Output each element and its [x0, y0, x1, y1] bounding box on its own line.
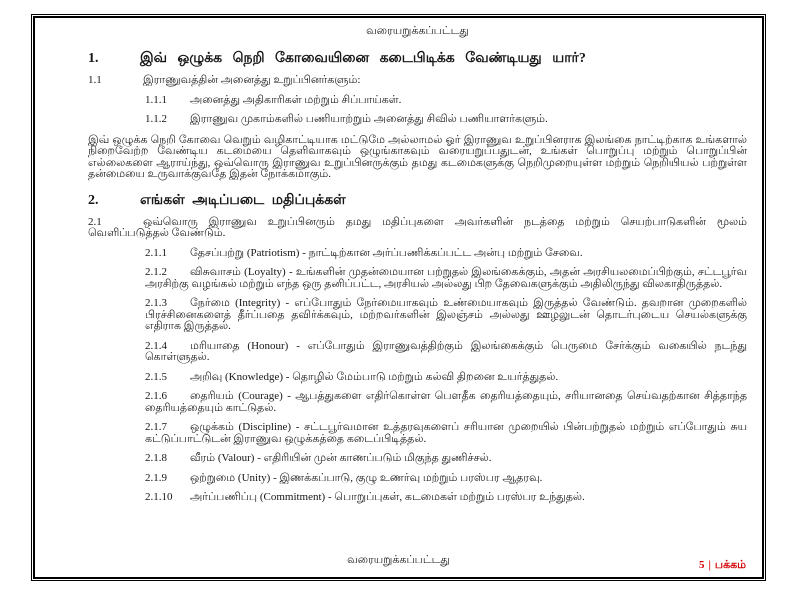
value-separator: -: [327, 491, 332, 503]
value-description: எப்போதும் நேர்மையாகவும் உண்மையாகவும் இருத்தல் வேண்டும். தவறான முறைகளில் பிரச்சினைகளைத் தீர்ப்பதை தவிர்க்கவும், மற்றவர்களின் இலஞ்சம் அல்லது ஊழலுடன் தொடர்புடைய செயல்களுக்கு எதிராக இருத்தல்.: [145, 297, 747, 332]
value-term: ஒற்றுமை: [190, 471, 236, 484]
value-term: அர்ப்பணிப்பு: [190, 491, 258, 503]
value-term: வீரம்: [190, 452, 216, 464]
clause-number: 1.1.1: [145, 93, 167, 106]
value-english: (Knowledge): [224, 370, 284, 383]
clause-number: 2.1: [88, 215, 102, 228]
value-english: (Honour): [247, 339, 289, 352]
value-number: 2.1.4: [145, 339, 167, 352]
value-description: தொழில் மேம்பாடு மற்றும் கல்வி திறனை உயர்த்துதல்.: [292, 370, 559, 383]
value-separator: -: [295, 421, 300, 433]
clause-1-1-1: [145, 95, 747, 107]
value-term: தைரியம்: [190, 390, 234, 402]
footer-classification: வரையறுக்கப்பட்டது: [347, 554, 450, 566]
value-english: (Commitment): [259, 491, 326, 503]
value-description: உங்களின் முதன்மையான பற்றுதல் இலங்கைக்கும், அதன் அரசியலமைப்பிற்கும், சட்டபூர்வ அரசிற்கு வழங்கல் மற்றும் எந்த ஒரு தனிப்பட்ட, அரசியல் அல்லது பிற தேவைகளுக்கும் அதிலிருந்து விலகாதிருத்தல்.: [145, 266, 747, 290]
value-english: (Courage): [238, 390, 283, 402]
value-english: (Valour): [217, 452, 255, 464]
value-english: (Unity): [237, 471, 271, 484]
document-content: [88, 25, 747, 547]
value-english: (Integrity): [235, 297, 281, 309]
value-description: எதிரியின் முன் காணப்படும் மிகுந்த துணிச்சல்.: [263, 452, 492, 464]
page-number: 5: [698, 559, 705, 571]
value-separator: -: [287, 390, 291, 402]
value-number: 2.1.10: [145, 491, 173, 503]
value-separator: -: [296, 339, 300, 352]
value-item-patriotism: [145, 248, 747, 260]
page-border-frame: [31, 14, 766, 581]
value-item-honour: [145, 341, 747, 364]
section-1-title: இவ் ஒழுக்க நெறி கோவையினை கடைபிடிக்க வேண்டியது யார்?: [140, 51, 586, 66]
value-number: 2.1.1: [145, 246, 167, 259]
value-english: (Discipline): [238, 421, 292, 433]
clause-1-1: [88, 75, 747, 87]
value-term: மரியாதை: [190, 339, 240, 352]
value-separator: -: [273, 471, 277, 484]
value-number: 2.1.5: [145, 370, 167, 383]
value-description: நாட்டிற்கான அர்ப்பணிக்கப்பட்ட அன்பு மற்றும் சேவை.: [308, 246, 583, 259]
value-description: இணக்கப்பாடு, குழு உணர்வு மற்றும் பரஸ்பர ஆதரவு.: [279, 471, 543, 484]
clause-number: 1.1: [88, 74, 102, 86]
value-item-loyalty: [145, 267, 747, 290]
value-description: ஆபத்துகளை எதிர்கொள்ள பௌதீக தைரியத்தையும், சரியானதை செய்வதற்கான சித்தாந்த தைரியத்தையும் காட்டுதல்.: [145, 390, 747, 414]
value-english: (Loyalty): [244, 266, 286, 278]
value-separator: -: [285, 370, 290, 383]
clause-2-1: [88, 217, 747, 240]
clause-text: ஒவ்வொரு இராணுவ உறுப்பினரும் தமது மதிப்புகளை அவர்களின் நடத்தை மற்றும் செயற்பாடுகளின் மூலம் வெளிப்படுத்தல் வேண்டும்.: [88, 215, 747, 239]
value-description: பொறுப்புகள், கடமைகள் மற்றும் பரஸ்பர உந்துதல்.: [334, 491, 585, 503]
value-item-commitment: [145, 492, 747, 504]
value-term: நேர்மை: [190, 297, 230, 309]
value-separator: -: [302, 246, 306, 259]
value-item-unity: [145, 473, 747, 485]
page-number-label: [699, 559, 746, 571]
value-term: தேசப்பற்று: [190, 246, 245, 259]
page-word: பக்கம்: [714, 559, 746, 571]
value-item-discipline: [145, 422, 747, 445]
clause-1-1-2: [145, 114, 747, 126]
value-separator: -: [285, 297, 290, 309]
page-border-inner: [33, 16, 764, 579]
value-separator: -: [257, 452, 261, 464]
value-number: 2.1.2: [145, 266, 167, 278]
section-2-number: 2.: [88, 192, 99, 208]
clause-number: 1.1.2: [145, 113, 167, 125]
value-item-courage: [145, 391, 747, 414]
value-english: (Patriotism): [246, 246, 300, 259]
value-term: விசுவாசம்: [190, 266, 241, 278]
value-item-valour: [145, 453, 747, 465]
section-2-title: எங்கள் அடிப்படை மதிப்புக்கள்: [140, 192, 346, 208]
value-item-knowledge: [145, 372, 747, 384]
value-number: 2.1.7: [145, 421, 167, 433]
value-number: 2.1.3: [145, 297, 167, 309]
value-term: அறிவு: [190, 370, 223, 383]
section-2-heading: [88, 192, 747, 209]
clause-text: அனைத்து அதிகாரிகள் மற்றும் சிப்பாய்கள்.: [190, 93, 402, 106]
clause-text: இராணுவ முகாம்களில் பணியாற்றும் அனைத்து சிவில் பணியாளர்களும்.: [190, 113, 548, 125]
clause-text: இராணுவத்தின் அனைத்து உறுப்பினர்களும்:: [143, 74, 361, 86]
page-number-separator: |: [708, 559, 711, 571]
value-number: 2.1.8: [145, 452, 167, 464]
value-description: சட்டபூர்வமான உத்தரவுகளைப் சரியான முறையில் பின்பற்றுதல் மற்றும் எப்போதும் சுய கட்டுப்பாட்டுடன் இராணுவ ஒழுக்கத்தை கடைப்பிடித்தல்.: [145, 421, 747, 445]
value-item-integrity: [145, 298, 747, 333]
section-1-heading: [88, 50, 747, 67]
value-number: 2.1.9: [145, 471, 167, 484]
value-term: ஒழுக்கம்: [190, 421, 234, 433]
value-number: 2.1.6: [145, 390, 167, 402]
section-1-number: 1.: [88, 51, 99, 66]
header-classification: வரையறுக்கப்பட்டது: [366, 25, 469, 37]
value-description: எப்போதும் இராணுவத்திற்கும் இலங்கைக்கும் பெருமை சேர்க்கும் வகையில் நடந்து கொள்ளுதல்.: [145, 339, 747, 363]
section-1-paragraph: இவ் ஒழுக்க நெறி கோவை வெறும் வழிகாட்டியாக மட்டுமே அல்லாமல் ஓர் இராணுவ உறுப்பினராக இலங்கை நாட்டிற்காக உங்களால் நிறைவேற்ற வேண்டிய கடமையை தெளிவாகவும் ஒழுங்காகவும் வரையறுப்பதுடன், உங்கள் பொறுப்பு மற்றும் பொறுப்பின் எல்லைகளை ஆராய்ந்து, ஒவ்வொரு இராணுவ உறுப்பினருக்கும் தமது கடமைகளுக்கு நெறிமுறையுள்ள மற்றும் நெறியியல் பற்றுள்ள தன்மையை உருவாக்குவதே இதன் நோக்கமாகும்.: [88, 133, 747, 180]
value-separator: -: [288, 266, 293, 278]
